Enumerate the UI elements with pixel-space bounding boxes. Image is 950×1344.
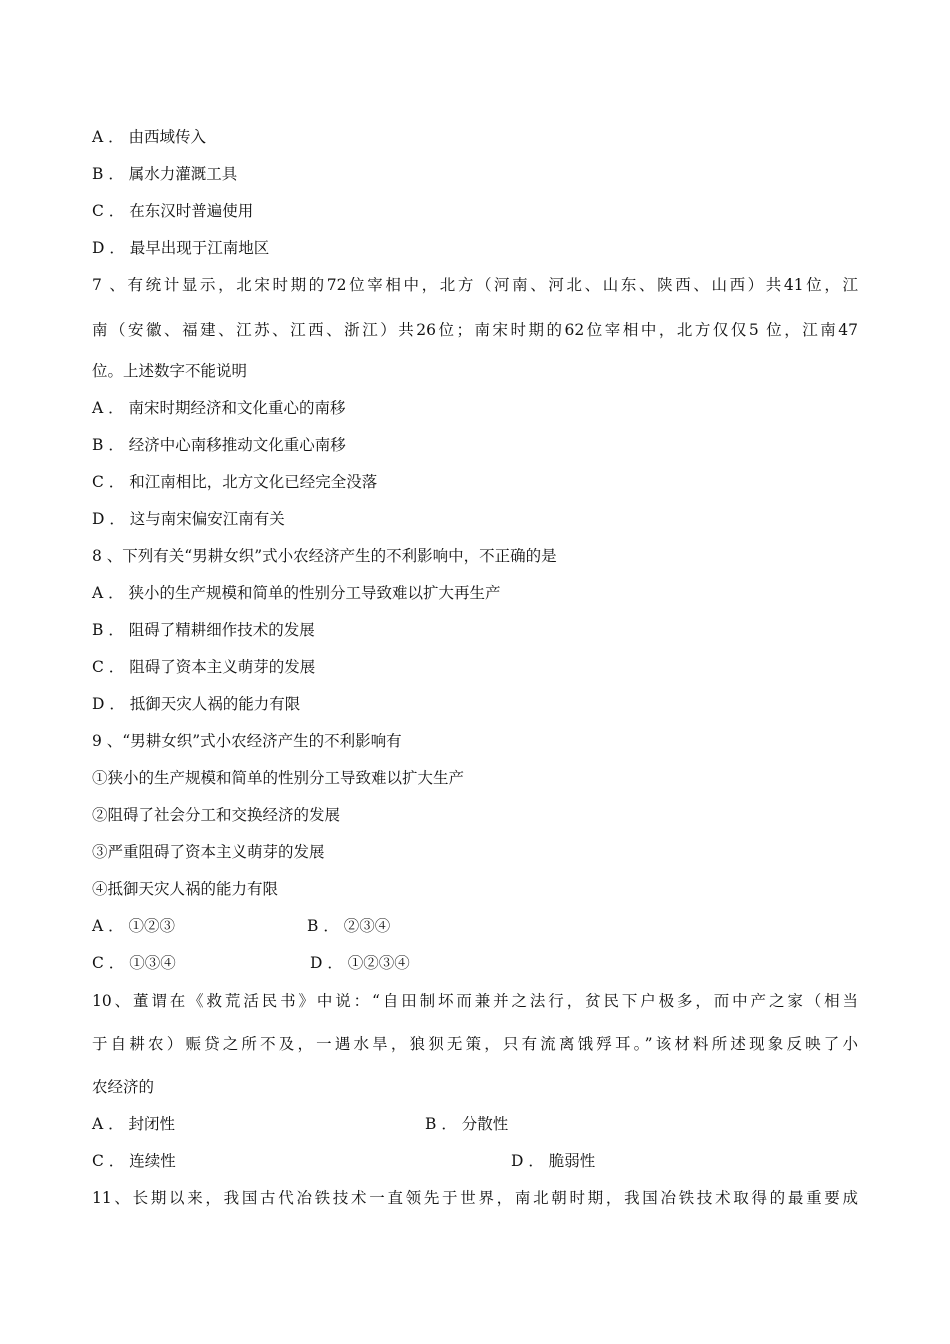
q7-stem-line-3: 位。上述数字不能说明 xyxy=(92,362,248,380)
q7-option-c: C ． 和江南相比，北方文化已经完全没落 xyxy=(92,473,378,491)
q10-stem-line-3: 农经济的 xyxy=(92,1078,155,1096)
q9-option-a: A ． ①②③ xyxy=(92,917,176,935)
q9-option-b: B ． ②③④ xyxy=(307,917,391,935)
q9-item-4: ④抵御天灾人祸的能力有限 xyxy=(92,880,279,898)
q9-option-d: D ． ①②③④ xyxy=(310,954,410,972)
q10-option-b: B ． 分散性 xyxy=(425,1115,509,1133)
q10-option-c: C ． 连续性 xyxy=(92,1152,176,1170)
q8-option-d: D ． 抵御天灾人祸的能力有限 xyxy=(92,695,301,713)
q8-option-a: A ． 狭小的生产规模和简单的性别分工导致难以扩大再生产 xyxy=(92,584,501,602)
q6-option-d: D ． 最早出现于江南地区 xyxy=(92,239,270,257)
q7-option-d: D ． 这与南宋偏安江南有关 xyxy=(92,510,285,528)
q11-stem: 11、长期以来，我国古代冶铁技术一直领先于世界，南北朝时期，我国冶铁技术取得的最重要成 xyxy=(92,1189,858,1207)
q8-option-b: B ． 阻碍了精耕细作技术的发展 xyxy=(92,621,315,639)
q6-option-a: A ． 由西域传入 xyxy=(92,128,207,146)
q10-stem-line-2: 于自耕农）赈贷之所不及，一遇水旱，狼狈无策，只有流离饿殍耳。”该材料所述现象反映了小 xyxy=(92,1035,858,1053)
q7-stem-line-2: 南（安徽、福建、江苏、江西、浙江）共26位；南宋时期的62位宰相中，北方仅仅5 位，江南47 xyxy=(92,321,858,339)
q6-option-b: B ． 属水力灌溉工具 xyxy=(92,165,238,183)
q9-item-2: ②阻碍了社会分工和交换经济的发展 xyxy=(92,806,341,824)
q9-option-c: C ． ①③④ xyxy=(92,954,176,972)
q10-stem-line-1: 10、董谓在《救荒活民书》中说：“自田制坏而兼并之法行，贫民下户极多，而中产之家（相当 xyxy=(92,992,858,1010)
q9-stem: 9 、“男耕女织”式小农经济产生的不利影响有 xyxy=(92,732,402,750)
q7-option-b: B ． 经济中心南移推动文化重心南移 xyxy=(92,436,346,454)
q10-option-d: D ． 脆弱性 xyxy=(511,1152,596,1170)
q6-option-c: C ． 在东汉时普遍使用 xyxy=(92,202,254,220)
q7-stem-line-1: 7 、有统计显示，北宋时期的72位宰相中，北方（河南、河北、山东、陕西、山西）共41位，江 xyxy=(92,276,858,294)
q8-option-c: C ． 阻碍了资本主义萌芽的发展 xyxy=(92,658,316,676)
q8-stem: 8 、下列有关“男耕女织”式小农经济产生的不利影响中，不正确的是 xyxy=(92,547,557,565)
q7-option-a: A ． 南宋时期经济和文化重心的南移 xyxy=(92,399,346,417)
q10-option-a: A ． 封闭性 xyxy=(92,1115,176,1133)
q9-item-1: ①狭小的生产规模和简单的性别分工导致难以扩大生产 xyxy=(92,769,465,787)
q9-item-3: ③严重阻碍了资本主义萌芽的发展 xyxy=(92,843,325,861)
